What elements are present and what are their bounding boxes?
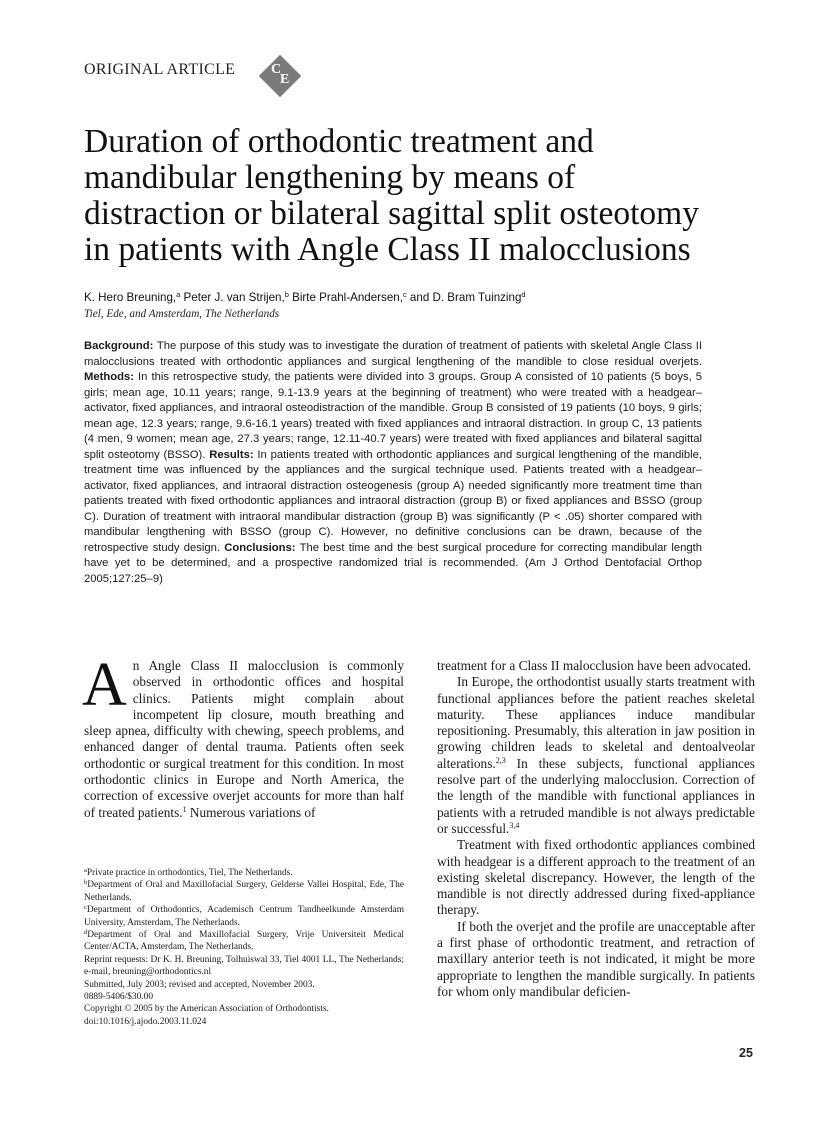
body-paragraph: treatment for a Class II malocclusion have been advocated.: [437, 658, 752, 673]
affiliation-footnote: [84, 879, 404, 904]
footnote-text: Department of Orthodontics, Academisch Centrum Tandheelkunde Amsterdam University, Amsterdam, The Netherlands.: [84, 905, 404, 928]
abstract-methods-text: In this retrospective study, the patients were divided into 3 groups. Group A consisted of 10 patients (5 boys, 5 girls; mean age, 10.11 years; range, 9.1-13.9 years at the beginning of treatment) who were treated with a headgear–activator, fixed appliances, and intraoral osteodistraction of the mandible. Group B consisted of 19 patients (10 boys, 9 girls; mean age, 12.3 years; range, 9.6-16.1 years) treated with fixed appliances and intraoral distraction. In group C, 13 patients (4 men, 9 women; mean age, 27.3 years; range, 12.11-40.7 years) were treated with fixed appliances and bilateral sagittal split osteotomy (BSSO).: [84, 371, 702, 461]
paragraph-text: In these subjects, functional appliances resolve part of the underlying malocclusion. Correction of the length of the mandible with functional appliances in patients with a retruded mandible is not always predictable or successful.: [437, 755, 755, 836]
body-column-right: [437, 658, 755, 1000]
paragraph-text: n Angle Class II malocclusion is commonly observed in orthodontic offices and hospital clinics. Patients might complain about incompetent lip closure, mouth breathing and sleep apnea, difficulty with chewing, speech problems, and enhanced danger of dental trauma. Patients often seek orthodontic or surgical treatment for this condition. In most orthodontic clinics in Europe and North America, the correction of excessive overjet accounts for more than half of treated patients.: [84, 658, 404, 820]
body-paragraph: If both the overjet and the profile are unacceptable after a first phase of orthodontic treatment, and retraction of maxillary anterior teeth is not indicated, it might be more appropriate to lengthen the mandible surgically. In patients for whom only mandibular deficien-: [437, 918, 755, 999]
footnote-text: Department of Oral and Maxillofacial Surgery, Vrije Universiteit Medical Center/ACTA, Amsterdam, The Netherlands.: [84, 930, 404, 953]
body-paragraph: Treatment with fixed orthodontic appliances combined with headgear is a different approach to the treatment of an existing skeletal discrepancy. However, the length of the mandible is not directly addressed during fixed-appliance therapy.: [437, 837, 755, 918]
ce-diamond-icon: [259, 55, 301, 97]
abstract-heading-methods: Methods:: [84, 371, 134, 383]
logo-letter-c: C: [271, 62, 282, 77]
reprint-requests: Reprint requests: Dr K. H. Breuning, Tolhuiswal 33, Tiel 4001 LL, The Netherlands; e-mail, breuning@orthodontics.nl: [84, 954, 404, 978]
citation-ref[interactable]: 1: [182, 804, 187, 814]
body-column-left: [82, 651, 404, 821]
affiliation-footnote: [84, 867, 404, 879]
body-paragraph: [82, 651, 404, 821]
submission-dates: Submitted, July 2003; revised and accepted, November 2003.: [84, 979, 315, 990]
author-name: Birte Prahl-Andersen,: [288, 291, 403, 304]
author-name: and D. Bram Tuinzing: [406, 291, 522, 304]
footnote-text: Department of Oral and Maxillofacial Surgery, Gelderse Vallei Hospital, Ede, The Netherlands.: [84, 880, 404, 903]
copyright-notice: Copyright © 2005 by the American Association of Orthodontists.: [84, 1004, 329, 1015]
affiliation-mark: c: [402, 290, 407, 299]
section-label: ORIGINAL ARTICLE: [84, 61, 236, 78]
title-line: distraction or bilateral sagittal split osteotomy: [84, 195, 699, 232]
title-line: mandibular lengthening by means of: [84, 159, 576, 196]
doi-link[interactable]: doi:10.1016/j.ajodo.2003.11.024: [84, 1016, 207, 1027]
title-line: in patients with Angle Class II malocclusions: [84, 231, 691, 268]
citation-ref[interactable]: 3,4: [509, 820, 520, 830]
author-locations: Tiel, Ede, and Amsterdam, The Netherlands: [84, 308, 280, 320]
price-code: 0889-5406/$30.00: [84, 992, 154, 1003]
abstract-heading-background: Background:: [84, 340, 154, 352]
citation-ref[interactable]: 2,3: [495, 755, 506, 765]
affiliation-footnote: [84, 904, 404, 929]
abstract-background-text: The purpose of this study was to investigate the duration of treatment of patients with skeletal Angle Class II malocclusions treated with orthodontic appliances and surgical lengthening of the mandible to close residual overjets.: [84, 340, 702, 368]
affiliation-mark: a: [176, 290, 181, 299]
footnote-mark: c: [84, 904, 87, 912]
author-name: K. Hero Breuning,: [84, 291, 177, 304]
author-name: Peter J. van Strijen,: [180, 291, 285, 304]
footnote-mark: d: [84, 929, 88, 937]
abstract-conclusions-text: The best time and the best surgical procedure for correcting mandibular length have yet to be determined, and a prospective randomized trial is recommended. (Am J Orthod Dentofacial Orthop 2005;127:25–9): [84, 541, 702, 585]
paragraph-text: In Europe, the orthodontist usually starts treatment with functional appliances before the patient reaches skeletal maturity. These appliances induce mandibular repositioning. Presumably, this alteration in jaw position in growing children leads to skeletal and dentoalveolar alterations.: [437, 674, 755, 771]
body-paragraph: [437, 674, 755, 837]
abstract-heading-results: Results:: [209, 448, 254, 461]
logo-letter-e: E: [280, 72, 290, 87]
abstract-results-text: In patients treated with orthodontic appliances and surgical lengthening of the mandible, treatment time was influenced by the appliances and the surgical technique used. Patients treated with a headgear–activator, fixed appliances, and intraoral distraction osteogenesis (group A) needed significantly more treatment time than patients treated with fixed orthodontic appliances and intraoral distraction (group B) or fixed appliances and BSSO (group C). Duration of treatment with intraoral mandibular distraction (group B) was significantly (P < .05) shorter compared with mandibular lengthening with BSSO (group C). However, no definitive conclusions can be drawn, because of the retrospective study design.: [84, 448, 702, 554]
footnotes: [84, 867, 404, 1028]
author-list: [84, 290, 526, 304]
abstract: [84, 339, 702, 587]
title-line: Duration of orthodontic treatment and: [84, 123, 594, 160]
footnote-text: Private practice in orthodontics, Tiel, The Netherlands.: [86, 868, 293, 878]
footnote-mark: b: [84, 879, 88, 887]
affiliation-mark: d: [521, 290, 526, 299]
article-title: [84, 124, 764, 268]
affiliation-footnote: [84, 929, 404, 954]
drop-cap: A: [82, 651, 127, 719]
abstract-heading-conclusions: Conclusions:: [224, 541, 296, 554]
affiliation-mark: b: [284, 290, 289, 299]
footnote-mark: a: [84, 867, 87, 874]
page-number: 25: [739, 1046, 753, 1060]
paragraph-text: Numerous variations of: [186, 804, 316, 820]
